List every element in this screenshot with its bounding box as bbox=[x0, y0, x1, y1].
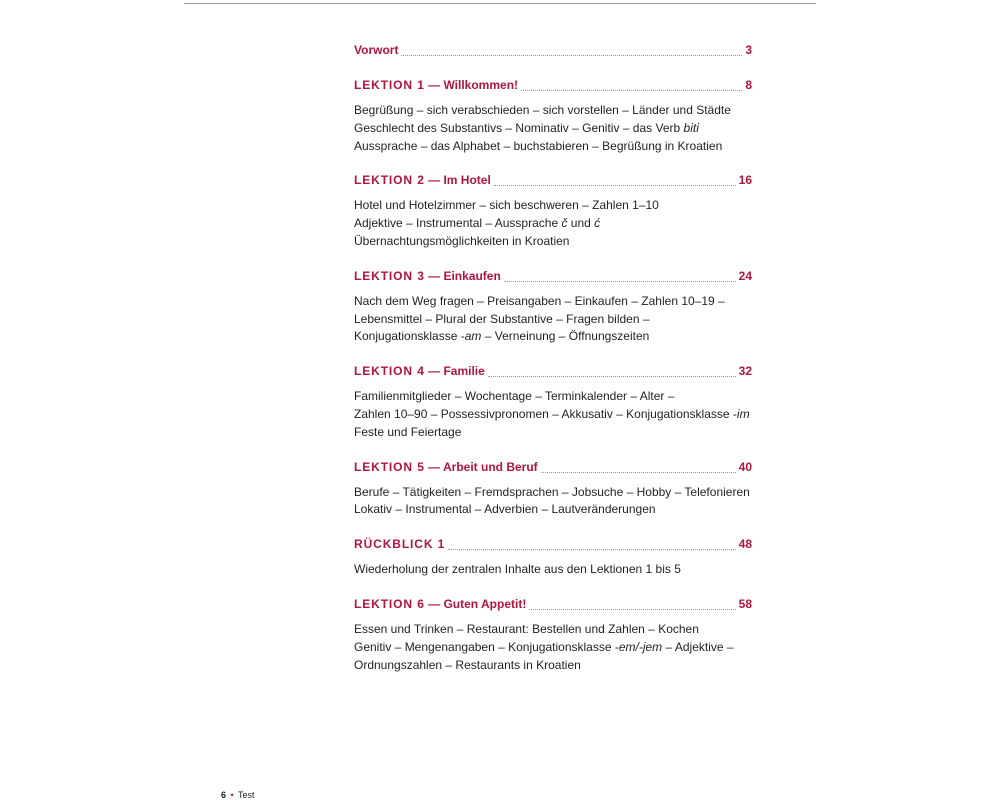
toc-description-text: Zahlen 10–90 – Possessivpronomen – Akkusativ – Konjugationsklasse - bbox=[354, 406, 737, 421]
toc-description-line bbox=[354, 639, 752, 657]
toc-entry-page-number: 16 bbox=[738, 173, 752, 188]
toc-entry-description bbox=[354, 561, 752, 579]
toc-description-line bbox=[354, 621, 752, 639]
toc-entry-page-number: 40 bbox=[738, 459, 752, 474]
toc-description-text: – Verneinung – Öffnungszeiten bbox=[481, 329, 650, 344]
toc-entry bbox=[354, 597, 752, 674]
toc-entry-label: LEKTION 4 bbox=[354, 364, 425, 379]
dot-leader bbox=[529, 608, 735, 610]
toc-description-line bbox=[354, 293, 752, 311]
toc-entry-label: Vorwort bbox=[354, 43, 399, 57]
toc-description-line bbox=[354, 501, 752, 519]
toc-description-line bbox=[354, 561, 752, 579]
toc-description-text: Konjugationsklasse - bbox=[354, 329, 465, 344]
toc-description-line bbox=[354, 215, 752, 233]
toc-description-line bbox=[354, 311, 752, 329]
toc-entry-title bbox=[354, 43, 398, 57]
toc-entry-label: LEKTION 1 bbox=[354, 78, 425, 92]
toc-entry-title bbox=[354, 173, 491, 187]
toc-description-text: Übernachtungsmöglichkeiten in Kroatien bbox=[354, 233, 570, 248]
footer-page-number: 6 bbox=[221, 790, 227, 800]
toc-description-text: Nach dem Weg fragen – Preisangaben – Einkaufen – Zahlen 10–19 – bbox=[354, 293, 725, 308]
toc-entry bbox=[354, 364, 752, 441]
toc-entry-description bbox=[354, 484, 752, 520]
toc-entry-page-number: 48 bbox=[738, 537, 752, 552]
dot-leader bbox=[494, 184, 736, 186]
dot-leader bbox=[504, 280, 736, 282]
toc-entry-subtitle: — Guten Appetit! bbox=[424, 596, 527, 611]
footer-bullet: • bbox=[230, 790, 234, 800]
toc-entry-label: LEKTION 6 bbox=[354, 596, 425, 611]
toc-entry-page-number: 8 bbox=[745, 78, 752, 92]
toc-description-line bbox=[354, 120, 752, 138]
toc-entry-subtitle: — Einkaufen bbox=[424, 268, 501, 283]
toc-entry-subtitle: — Im Hotel bbox=[424, 173, 491, 188]
toc-description-line bbox=[354, 657, 752, 675]
toc-description-text: am bbox=[464, 329, 482, 344]
dot-leader bbox=[521, 89, 742, 91]
toc-entry-title bbox=[354, 537, 445, 551]
toc-description-text: Feste und Feiertage bbox=[354, 424, 462, 439]
toc-entry-label: LEKTION 3 bbox=[354, 268, 425, 283]
toc-description-text: Lebensmittel – Plural der Substantive – Fragen bilden – bbox=[354, 311, 650, 326]
toc-description-text: Lokativ – Instrumental – Adverbien – Lautveränderungen bbox=[354, 502, 656, 517]
toc-description-text: im bbox=[736, 406, 750, 421]
toc-entry-heading[interactable] bbox=[354, 597, 752, 614]
toc-description-text: Wiederholung der zentralen Inhalte aus den Lektionen 1 bis 5 bbox=[354, 562, 681, 577]
toc-description-line bbox=[354, 328, 752, 346]
toc-entry-heading[interactable] bbox=[354, 78, 752, 95]
toc-description-line bbox=[354, 406, 752, 424]
toc-entry-title bbox=[354, 460, 538, 474]
toc-entry-title bbox=[354, 269, 501, 283]
dot-leader bbox=[401, 54, 742, 56]
toc-entry-description bbox=[354, 621, 752, 674]
toc-entry-label: LEKTION 2 bbox=[354, 173, 425, 188]
toc-description-text: Geschlecht des Substantivs – Nominativ – Genitiv – das Verb bbox=[354, 120, 684, 135]
toc-description-text: Genitiv – Mengenangaben – Konjugationsklasse - bbox=[354, 639, 619, 654]
dot-leader bbox=[541, 471, 736, 473]
toc-entry-label: RÜCKBLICK 1 bbox=[354, 537, 446, 552]
toc-description-text: em/-jem bbox=[618, 639, 663, 654]
toc-description-text: Familienmitglieder – Wochentage – Terminkalender – Alter – bbox=[354, 389, 675, 404]
toc-entry-description bbox=[354, 102, 752, 155]
toc-entry-heading[interactable] bbox=[354, 537, 752, 554]
top-rule bbox=[184, 3, 816, 4]
footer-label: Test bbox=[238, 790, 255, 800]
toc-entry bbox=[354, 173, 752, 250]
toc-entry-heading[interactable] bbox=[354, 43, 752, 60]
toc-description-text: Aussprache – das Alphabet – buchstabieren – Begrüßung in Kroatien bbox=[354, 138, 723, 153]
toc-entry-page-number: 24 bbox=[738, 268, 752, 283]
toc-entry-description bbox=[354, 197, 752, 250]
toc-description-line bbox=[354, 197, 752, 215]
toc-description-text: und bbox=[567, 216, 595, 231]
toc-entry-heading[interactable] bbox=[354, 173, 752, 190]
toc-description-text: Essen und Trinken – Restaurant: Bestellen und Zahlen – Kochen bbox=[354, 621, 699, 636]
dot-leader bbox=[448, 548, 735, 550]
toc-description-line bbox=[354, 484, 752, 502]
toc-entry-heading[interactable] bbox=[354, 460, 752, 477]
toc-description-text: Ordnungszahlen – Restaurants in Kroatien bbox=[354, 657, 581, 672]
toc-description-text: č bbox=[561, 216, 568, 231]
toc-description-text: Adjektive – Instrumental – Aussprache bbox=[354, 216, 562, 231]
toc-entry-title bbox=[354, 78, 518, 92]
toc-entry-label: LEKTION 5 bbox=[354, 459, 425, 474]
toc-description-line bbox=[354, 388, 752, 406]
dot-leader bbox=[488, 375, 736, 377]
toc-entry bbox=[354, 537, 752, 579]
toc-entry-description bbox=[354, 293, 752, 346]
toc-entry-description bbox=[354, 388, 752, 441]
toc-description-text: ć bbox=[594, 216, 601, 231]
toc-description-line bbox=[354, 138, 752, 156]
toc-entry-heading[interactable] bbox=[354, 364, 752, 381]
toc-entry bbox=[354, 43, 752, 60]
toc-entry-subtitle: — Familie bbox=[424, 364, 485, 379]
toc-entry-title bbox=[354, 597, 526, 611]
toc-entry bbox=[354, 269, 752, 346]
toc-description-text: biti bbox=[683, 120, 699, 135]
toc-description-text: Begrüßung – sich verabschieden – sich vorstellen – Länder und Städte bbox=[354, 103, 731, 117]
toc-description-text: – Adjektive – bbox=[662, 639, 734, 654]
toc-entry bbox=[354, 78, 752, 155]
page-footer bbox=[221, 790, 255, 800]
toc-entry-subtitle: — Willkommen! bbox=[424, 78, 519, 92]
toc-entry-subtitle: — Arbeit und Beruf bbox=[424, 459, 538, 474]
toc-entry-page-number: 32 bbox=[738, 364, 752, 379]
toc-entry-title bbox=[354, 364, 485, 378]
toc-entry-page-number: 58 bbox=[738, 596, 752, 611]
toc-description-text: Hotel und Hotelzimmer – sich beschweren – Zahlen 1–10 bbox=[354, 198, 659, 213]
toc-description-line bbox=[354, 102, 752, 120]
toc-description-line bbox=[354, 233, 752, 251]
toc-entry bbox=[354, 460, 752, 520]
table-of-contents bbox=[354, 43, 752, 674]
toc-entry-page-number: 3 bbox=[745, 43, 752, 57]
toc-description-text: Berufe – Tätigkeiten – Fremdsprachen – Jobsuche – Hobby – Telefonieren bbox=[354, 484, 750, 499]
toc-entry-heading[interactable] bbox=[354, 269, 752, 286]
toc-description-line bbox=[354, 424, 752, 442]
